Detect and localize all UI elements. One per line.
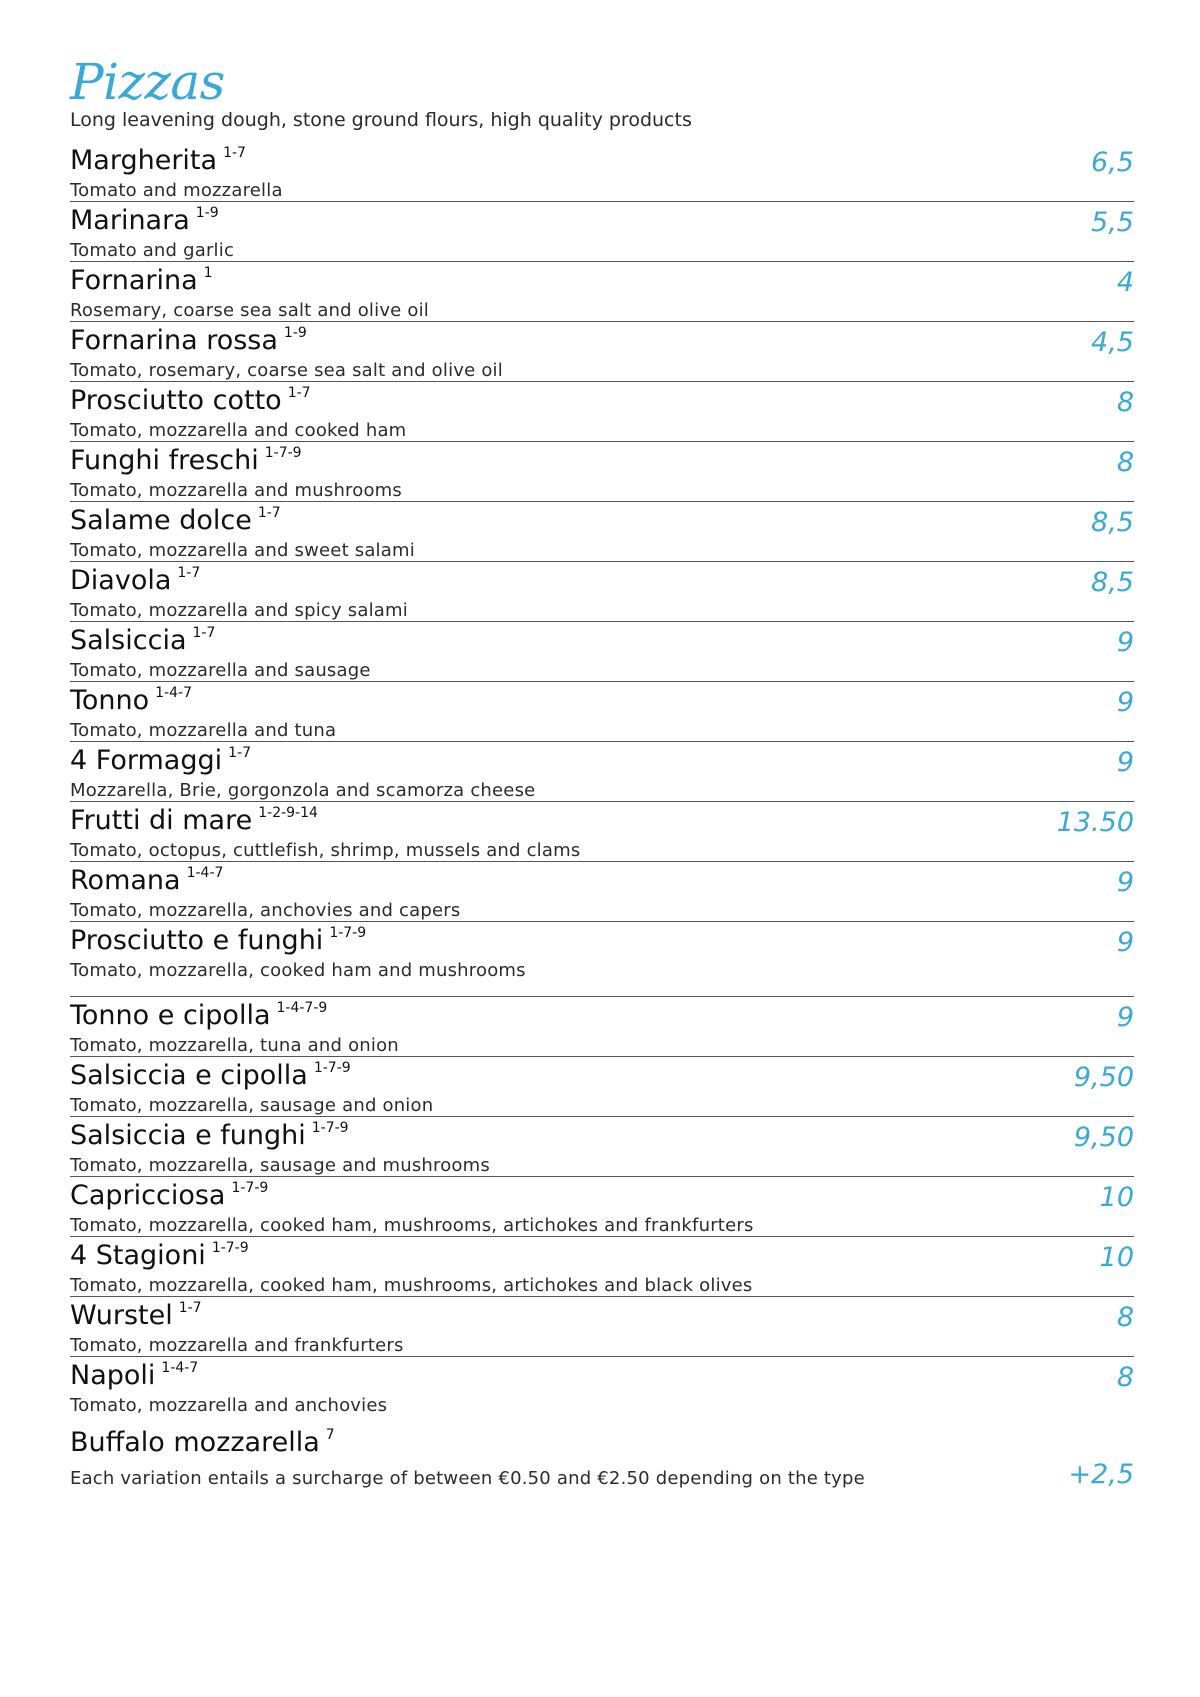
- item-price: 8: [1116, 1362, 1134, 1393]
- item-name: Diavola: [70, 565, 172, 596]
- item-allergens: 1-7-9: [329, 925, 367, 941]
- item-description: Tomato, mozzarella and anchovies: [70, 1395, 388, 1416]
- item-price: 6,5: [1091, 147, 1134, 178]
- item-allergens: 1-7-9: [311, 1120, 349, 1136]
- menu-item: [70, 922, 1134, 997]
- item-price: 8: [1116, 1302, 1134, 1333]
- item-name-line: [70, 1061, 1134, 1095]
- item-allergens: 1-4-7: [161, 1360, 199, 1376]
- item-name: Salsiccia: [70, 625, 187, 656]
- item-description: Tomato, mozzarella, tuna and onion: [70, 1035, 399, 1056]
- item-allergens: 1-7: [287, 385, 311, 401]
- item-name: Funghi freschi: [70, 445, 259, 476]
- item-price: 9: [1116, 747, 1134, 778]
- item-name-line: [70, 1428, 1134, 1462]
- item-description: Tomato, mozzarella, sausage and mushrooms: [70, 1155, 490, 1176]
- item-price: 9: [1116, 927, 1134, 958]
- item-allergens: 1-4-7-9: [276, 1000, 328, 1016]
- menu-item-surcharge: [70, 1424, 1134, 1488]
- item-name-line: [70, 446, 1134, 480]
- item-name-line: [70, 926, 1134, 960]
- item-name-line: [70, 746, 1134, 780]
- item-description: Tomato, mozzarella, cooked ham, mushrooms, artichokes and black olives: [70, 1275, 753, 1296]
- item-name-line: [70, 566, 1134, 600]
- item-price: 9: [1116, 1002, 1134, 1033]
- item-description: Tomato, mozzarella and sweet salami: [70, 540, 415, 561]
- menu-item: [70, 802, 1134, 862]
- item-name-line: [70, 506, 1134, 540]
- item-name: Romana: [70, 865, 181, 896]
- item-description: Tomato, rosemary, coarse sea salt and olive oil: [70, 360, 503, 381]
- item-allergens: 7: [325, 1427, 335, 1443]
- menu-item-list: [70, 142, 1134, 1488]
- item-name: Fornarina: [70, 265, 198, 296]
- item-name-line: [70, 326, 1134, 360]
- item-price: 9: [1116, 867, 1134, 898]
- item-allergens: 1-7: [192, 625, 216, 641]
- item-description: Tomato, mozzarella and sausage: [70, 660, 371, 681]
- item-price: 10: [1099, 1182, 1134, 1213]
- item-price: 5,5: [1091, 207, 1134, 238]
- item-price: 13.50: [1056, 807, 1134, 838]
- menu-item: [70, 742, 1134, 802]
- item-name: 4 Stagioni: [70, 1240, 206, 1271]
- item-name: 4 Formaggi: [70, 745, 223, 776]
- item-name-line: [70, 206, 1134, 240]
- item-name: Tonno: [70, 685, 150, 716]
- item-price: 9,50: [1073, 1062, 1134, 1093]
- item-price: 9: [1116, 687, 1134, 718]
- menu-title: Pizzas: [70, 53, 225, 111]
- item-allergens: 1-4-7: [186, 865, 224, 881]
- item-price: 9: [1116, 627, 1134, 658]
- item-allergens: 1-7-9: [211, 1240, 249, 1256]
- item-price: 4,5: [1091, 327, 1134, 358]
- item-price: 8,5: [1091, 507, 1134, 538]
- item-allergens: 1-2-9-14: [258, 805, 318, 821]
- item-name: Salame dolce: [70, 505, 252, 536]
- item-name: Capricciosa: [70, 1180, 226, 1211]
- item-name: Salsiccia e cipolla: [70, 1060, 308, 1091]
- item-description: Tomato, mozzarella, cooked ham and mushrooms: [70, 960, 526, 981]
- item-description: Each variation entails a surcharge of between €0.50 and €2.50 depending on the type: [70, 1468, 865, 1489]
- menu-subtitle: Long leavening dough, stone ground flours, high quality products: [70, 109, 692, 131]
- item-allergens: 1-7: [228, 745, 251, 761]
- item-allergens: 1-7: [257, 505, 281, 521]
- item-price: +2,5: [1068, 1459, 1134, 1490]
- item-name: Salsiccia e funghi: [70, 1120, 306, 1151]
- item-description: Tomato, mozzarella and mushrooms: [70, 480, 402, 501]
- menu-item: [70, 142, 1134, 202]
- item-name: Fornarina rossa: [70, 325, 278, 356]
- menu-item: [70, 202, 1134, 262]
- menu-item: [70, 1177, 1134, 1237]
- menu-page: [70, 52, 1134, 1488]
- item-name: Wurstel: [70, 1300, 173, 1331]
- item-name-line: [70, 266, 1134, 300]
- item-name-line: [70, 806, 1134, 840]
- item-price: 9,50: [1073, 1122, 1134, 1153]
- menu-item: [70, 502, 1134, 562]
- item-name-line: [70, 1301, 1134, 1335]
- menu-item: [70, 1237, 1134, 1297]
- item-name-line: [70, 386, 1134, 420]
- item-name-line: [70, 866, 1134, 900]
- item-allergens: 1-9: [195, 205, 219, 221]
- item-allergens: 1-4-7: [155, 685, 192, 701]
- menu-item: [70, 1117, 1134, 1177]
- item-description: Tomato and garlic: [70, 240, 235, 261]
- item-allergens: 1-7: [223, 145, 246, 161]
- item-name-line: [70, 686, 1134, 720]
- item-name: Marinara: [70, 205, 190, 236]
- item-name: Prosciutto e funghi: [70, 925, 324, 956]
- item-name-line: [70, 1241, 1134, 1275]
- item-description: Tomato, mozzarella and frankfurters: [70, 1335, 404, 1356]
- menu-item: [70, 862, 1134, 922]
- item-name-line: [70, 1361, 1134, 1395]
- item-name: Tonno e cipolla: [70, 1000, 271, 1031]
- item-allergens: 1-7: [178, 1300, 202, 1316]
- item-name-line: [70, 626, 1134, 660]
- item-allergens: 1-7: [177, 565, 201, 581]
- item-price: 4: [1116, 267, 1134, 298]
- item-description: Tomato, mozzarella, sausage and onion: [70, 1095, 434, 1116]
- item-description: Tomato, octopus, cuttlefish, shrimp, mussels and clams: [70, 840, 581, 861]
- item-name-line: [70, 1001, 1134, 1035]
- item-description: Tomato, mozzarella and cooked ham: [70, 420, 407, 441]
- menu-item: [70, 1057, 1134, 1117]
- item-price: 8,5: [1091, 567, 1134, 598]
- item-name: Frutti di mare: [70, 805, 253, 836]
- item-allergens: 1-9: [283, 325, 307, 341]
- menu-item: [70, 1297, 1134, 1357]
- menu-item: [70, 262, 1134, 322]
- item-price: 10: [1099, 1242, 1134, 1273]
- item-allergens: 1-7-9: [313, 1060, 351, 1076]
- menu-item: [70, 997, 1134, 1057]
- menu-item: [70, 382, 1134, 442]
- item-name: Napoli: [70, 1360, 156, 1391]
- item-description: Tomato, mozzarella, anchovies and capers: [70, 900, 461, 921]
- item-name: Margherita: [70, 145, 218, 176]
- item-allergens: 1-7-9: [231, 1180, 269, 1196]
- menu-item: [70, 562, 1134, 622]
- menu-item: [70, 622, 1134, 682]
- item-price: 8: [1116, 387, 1134, 418]
- item-name-line: [70, 1181, 1134, 1215]
- item-price: 8: [1116, 447, 1134, 478]
- item-name: Prosciutto cotto: [70, 385, 282, 416]
- item-description: Tomato, mozzarella, cooked ham, mushrooms, artichokes and frankfurters: [70, 1215, 754, 1236]
- item-description: Tomato, mozzarella and tuna: [70, 720, 337, 741]
- item-name: Buffalo mozzarella: [70, 1427, 320, 1458]
- item-name-line: [70, 1121, 1134, 1155]
- menu-item: [70, 442, 1134, 502]
- item-name-line: [70, 146, 1134, 180]
- item-description: Tomato, mozzarella and spicy salami: [70, 600, 408, 621]
- item-allergens: 1-7-9: [264, 445, 302, 461]
- menu-item: [70, 682, 1134, 742]
- menu-item: [70, 1357, 1134, 1416]
- menu-item: [70, 322, 1134, 382]
- item-description: Mozzarella, Brie, gorgonzola and scamorza cheese: [70, 780, 536, 801]
- item-description: Tomato and mozzarella: [70, 180, 283, 201]
- item-allergens: 1: [203, 265, 213, 281]
- item-description: Rosemary, coarse sea salt and olive oil: [70, 300, 429, 321]
